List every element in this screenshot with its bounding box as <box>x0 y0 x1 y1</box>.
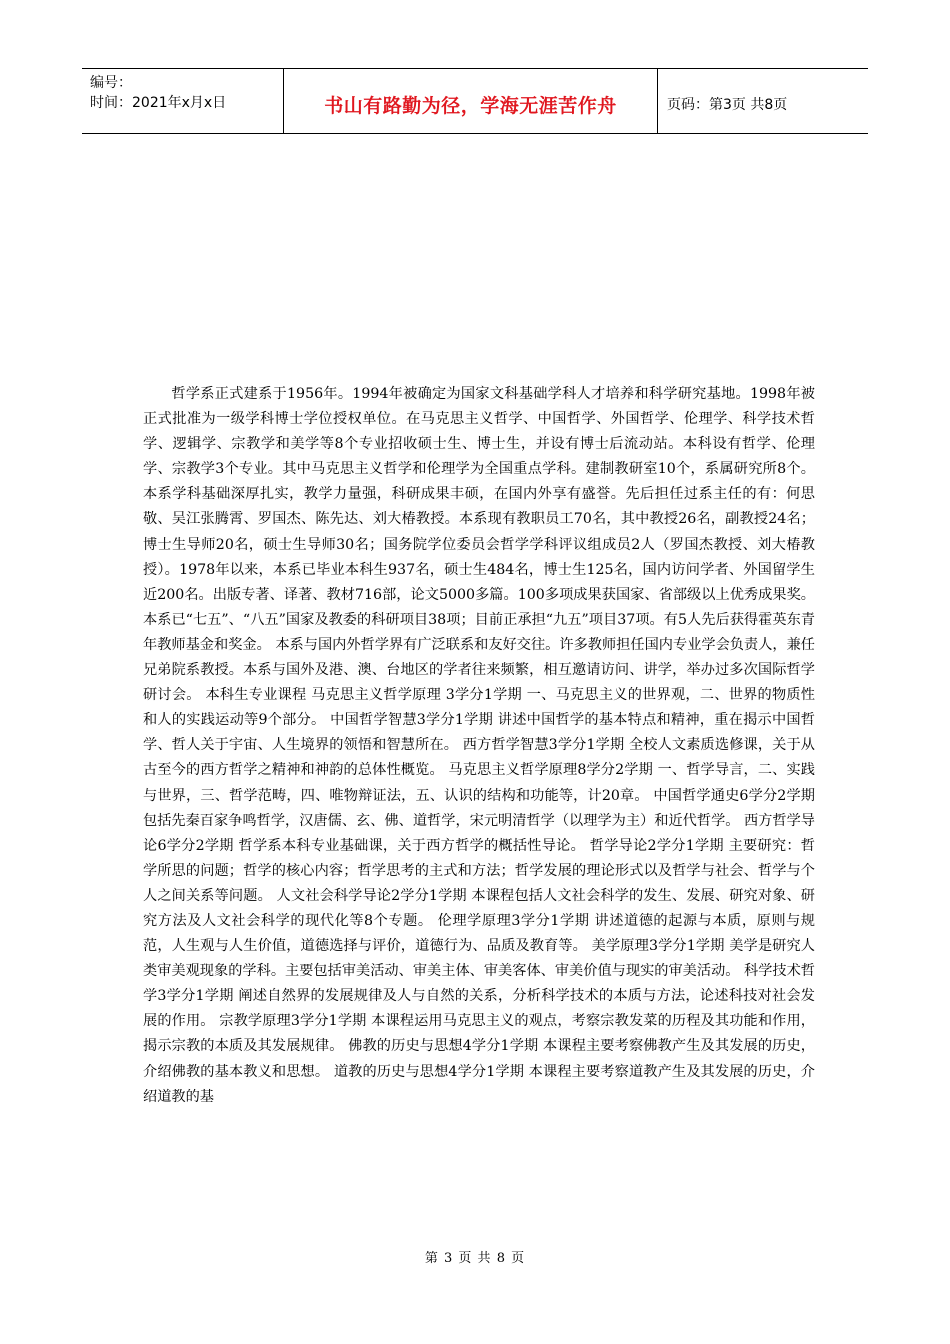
header-page-number: 页码：第3页 共8页 <box>667 97 788 113</box>
page-footer: 第 3 页 共 8 页 <box>424 1251 526 1266</box>
body-paragraph: 哲学系正式建系于1956年。1994年被确定为国家文科基础学科人才培养和科学研究基地。1998年被正式批准为一级学科博士学位授权单位。在马克思主义哲学、中国哲学、外国哲学、伦理学、科学技术哲学、逻辑学、宗教学和美学等8个专业招收硕士生、博士生，并设有博士后流动站。本科设有哲学、伦理学、宗教学3个专业。其中马克思主义哲学和伦理学为全国重点学科。建制教研室10个，系属研究所8个。本系学科基础深厚扎实，教学力量强，科研成果丰硕，在国内外享有盛誉。先后担任过系主任的有：何思敬、吴江张腾霄、罗国杰、陈先达、刘大椿教授。本系现有教职员工70名，其中教授26名，副教授24名；博士生导师20名，硕士生导师30名；国务院学位委员会哲学学科评议组成员2人（罗国杰教授、刘大椿教授）。1978年以来，本系已毕业本科生937名，硕士生484名，博士生125名，国内访问学者、外国留学生近200名。出版专著、译著、教材716部，论文5000多篇。100多项成果获国家、省部级以上优秀成果奖。本系已“七五”、“八五”国家及教委的科研项目38项；目前正承担“九五”项目37项。有5人先后获得霍英东青年教师基金和奖金。 本系与国内外哲学界有广泛联系和友好交往。许多教师担任国内专业学会负责人，兼任兄弟院系教授。本系与国外及港、澳、台地区的学者往来频繁，相互邀请访问、讲学，举办过多次国际哲学研讨会。 本科生专业课程 马克思主义哲学原理 3学分1学期 一、马克思主义的世界观，二、世界的物质性和人的实践运动等9个部分。 中国哲学智慧3学分1学期 讲述中国哲学的基本特点和精神，重在揭示中国哲学、哲人关于宇宙、人生境界的领悟和智慧所在。 西方哲学智慧3学分1学期 全校人文素质选修课，关于从古至今的西方哲学之精神和神韵的总体性概览。 马克思主义哲学原理8学分2学期 一、哲学导言，二、实践与世界，三、哲学范畴，四、唯物辩证法，五、认识的结构和功能等，计20章。 中国哲学通史6学分2学期 包括先秦百家争鸣哲学，汉唐儒、玄、佛、道哲学，宋元明清哲学（以理学为主）和近代哲学。 西方哲学导论6学分2学期 哲学系本科专业基础课，关于西方哲学的概括性导论。 哲学导论2学分1学期 主要研究：哲学所思的问题；哲学的核心内容；哲学思考的主式和方法；哲学发展的理论形式以及哲学与社会、哲学与个人之间关系等问题。 人文社会科学导论2学分1学期 本课程包括人文社会科学的发生、发展、研究对象、研究方法及人文社会科学的现代化等8个专题。 伦理学原理3学分1学期 讲述道德的起源与本质，原则与规范，人生观与人生价值，道德选择与评价，道德行为、品质及教育等。 美学原理3学分1学期 美学是研究人类审美观现象的学科。主要包括审美活动、审美主体、审美客体、审美价值与现实的审美活动。 科学技术哲学3学分1学期 阐述自然界的发展规律及人与自然的关系，分析科学技术的本质与方法，论述科技对社会发展的作用。 宗教学原理3学分1学期 本课程运用马克思主义的观点，考察宗教发菜的历程及其功能和作用，揭示宗教的本质及其发展规律。 佛教的历史与思想4学分1学期 本课程主要考察佛教产生及其发展的历史，介绍佛教的基本教义和思想。 道教的历史与思想4学分1学期 本课程主要考察道教产生及其发展的历史，介绍道教的基 <box>143 386 815 1105</box>
page-header <box>82 68 868 134</box>
header-motto: 书山有路勤为径，学海无涯苦作舟 <box>284 69 658 133</box>
header-meta <box>82 69 284 133</box>
document-date-label: 时间：2021年x月x日 <box>90 95 227 111</box>
document-number-label: 编号： <box>90 75 132 91</box>
